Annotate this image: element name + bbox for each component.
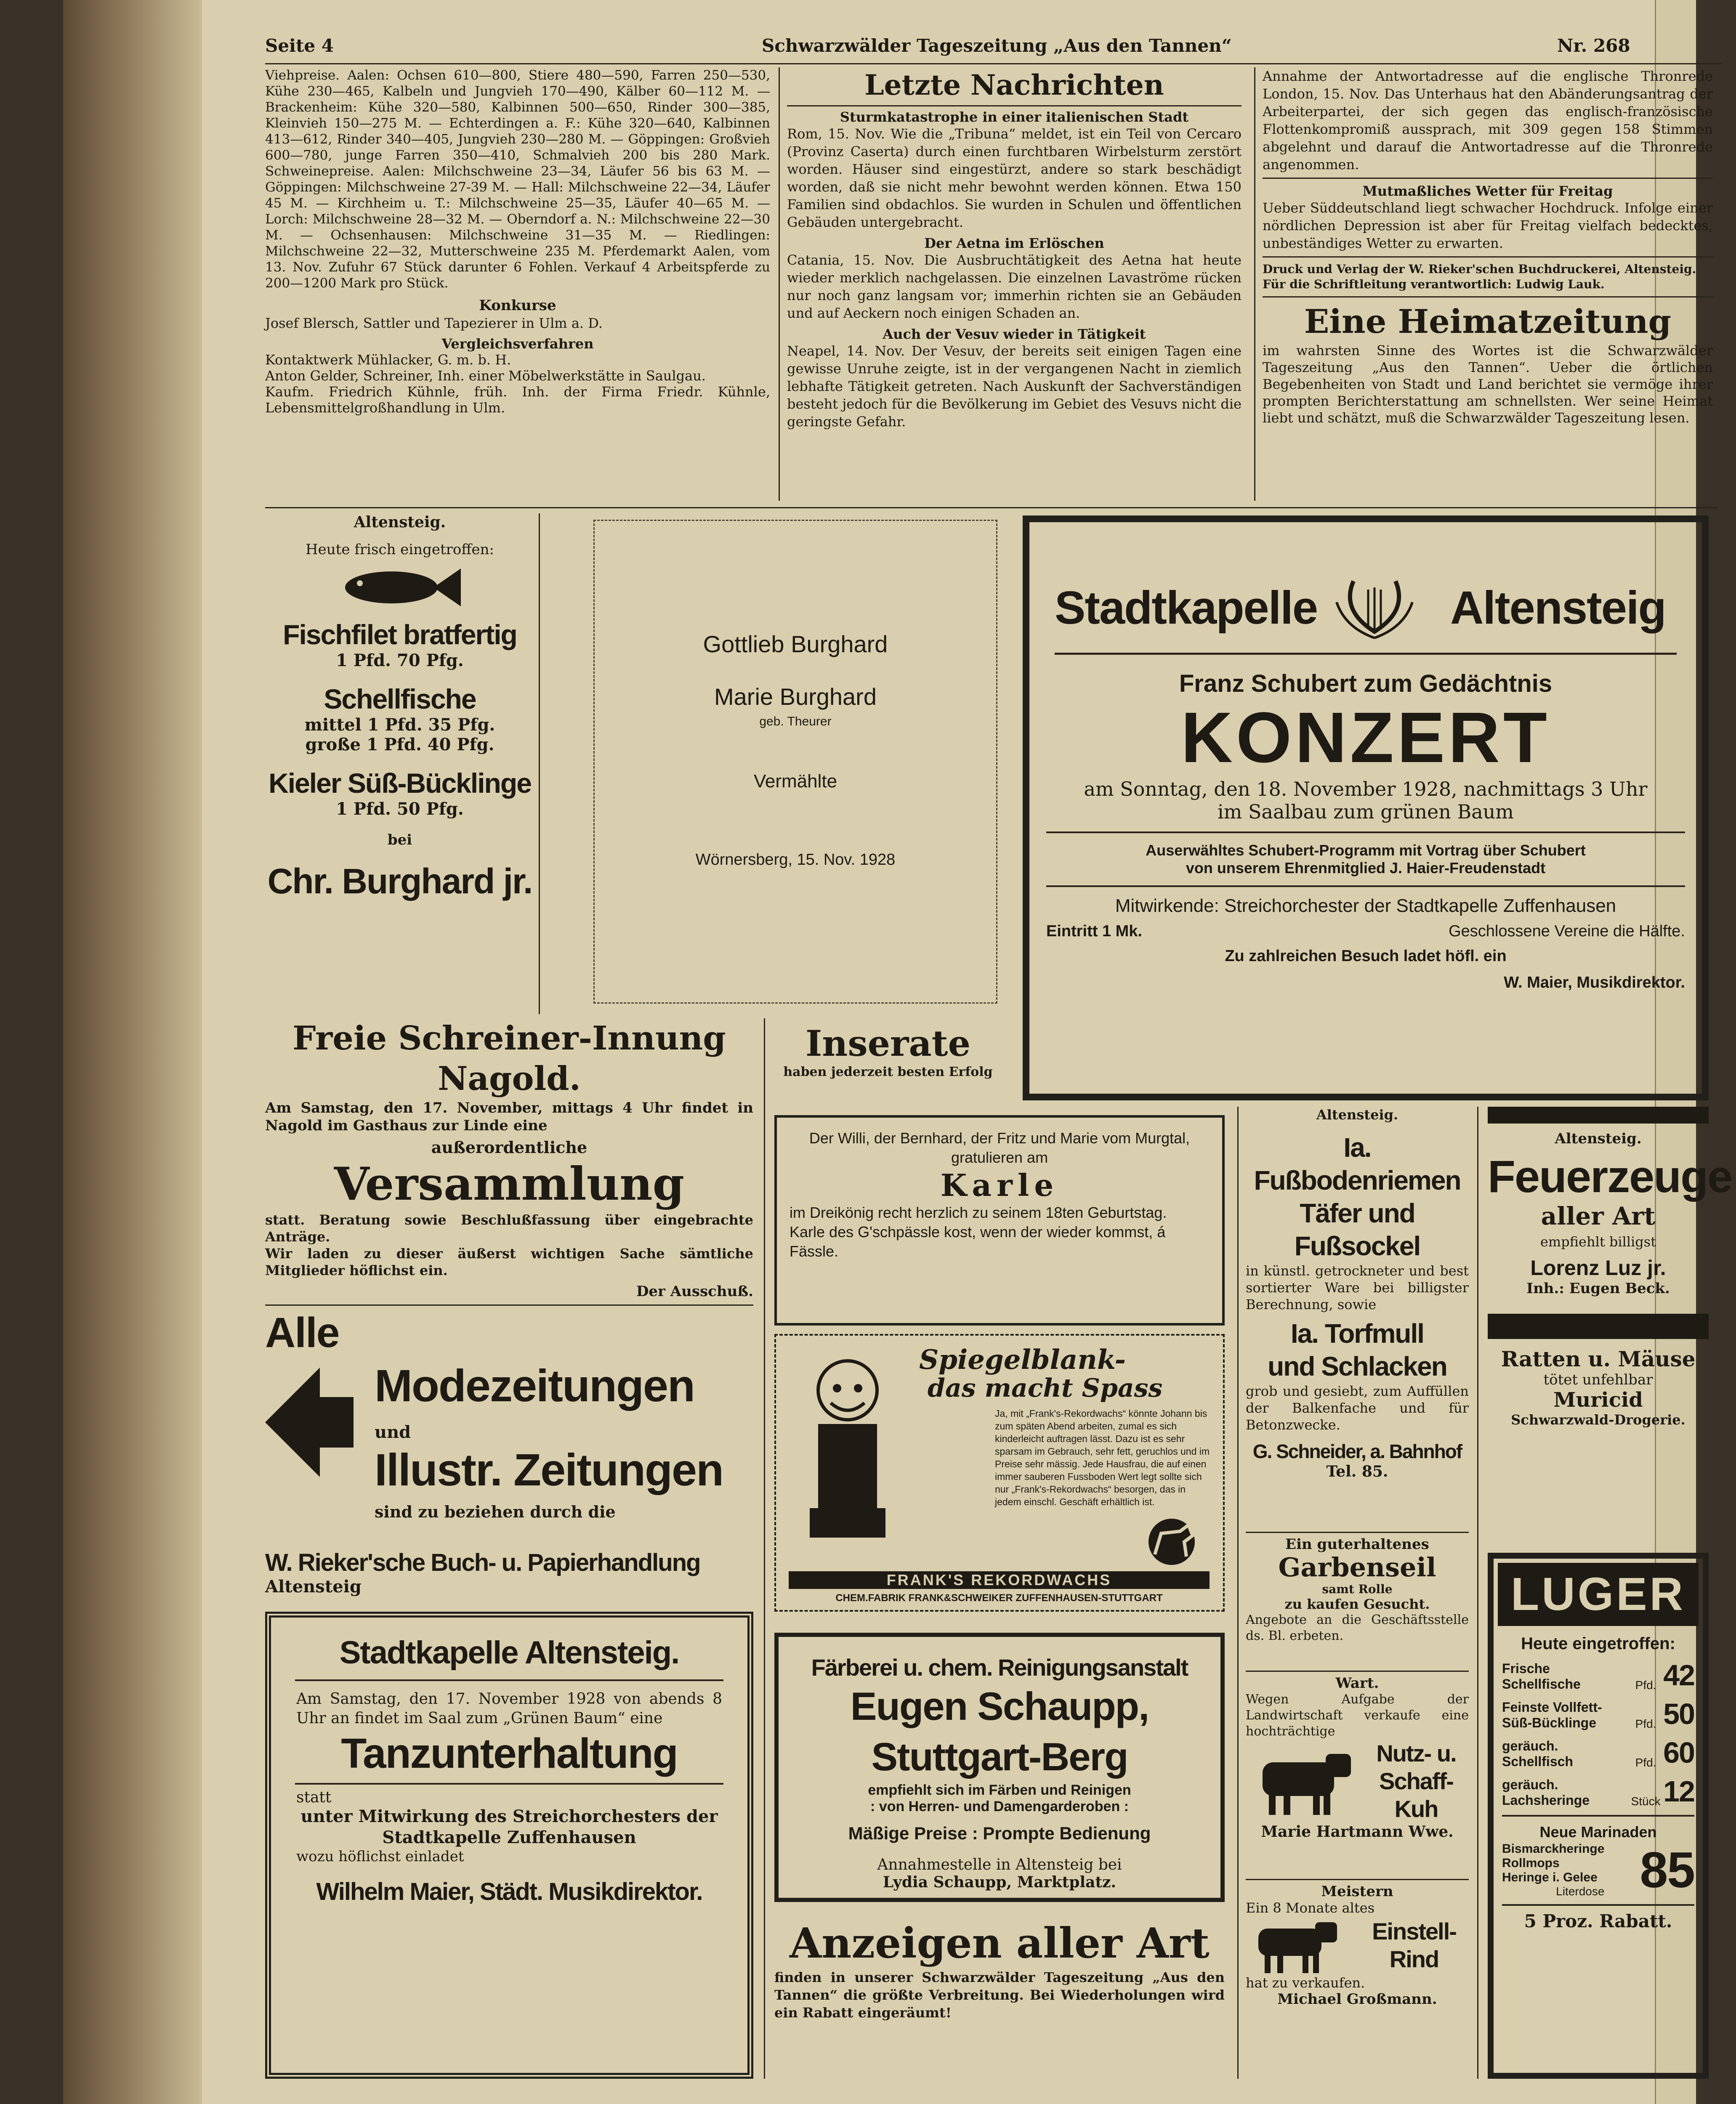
news-title-rule	[787, 105, 1242, 106]
boards-title-4: und Schlacken	[1268, 1351, 1447, 1381]
fish-place: Altensteig.	[354, 513, 446, 531]
inserate-title: Inserate	[805, 1023, 971, 1064]
karle-line-1: Der Willi, der Bernhard, der Fritz und Marie vom Murgtal, gratulieren am	[809, 1129, 1190, 1166]
dyer-title: Färberei u. chem. Reinigungsanstalt	[811, 1654, 1188, 1681]
mode-line: sind zu beziehen durch die	[375, 1502, 616, 1521]
heimat-text: im wahrsten Sinne des Wortes ist die Schwarzwälder Tageszeitung „Aus den Tannen“. Ueber die örtlichen Begebenheiten von Stadt und Land berichtet sie vermöge ihrer prompten Berichterstattung am schnellsten. Wer seine Heimat liebt und schätzt, muß die Schwarzwälder Tageszeitung lesen.	[1263, 343, 1713, 426]
concert-left-word: Stadtkapelle	[1055, 582, 1318, 634]
concert-ad	[1023, 515, 1709, 1100]
boards-text-1: in künstl. getrockneter und best sortierter Ware bei billigster Berechnung, sowie	[1246, 1263, 1469, 1312]
concert-rule	[1055, 653, 1677, 655]
dance-ad	[265, 1612, 753, 2079]
fish-merchant: Chr. Burghard jr.	[267, 861, 532, 901]
luger-rule	[1502, 1815, 1694, 1817]
section-rule	[1246, 1532, 1469, 1533]
dyer-line-5: Lydia Schaupp, Marktplatz.	[883, 1873, 1117, 1891]
fish-intro: Heute frisch eingetroffen:	[306, 541, 494, 558]
imprint-publisher: Druck und Verlag der W. Rieker'schen Buchdruckerei, Altensteig.	[1263, 262, 1696, 276]
luger-marinade-2: Rollmops	[1502, 1856, 1560, 1870]
dance-rule	[295, 1679, 724, 1681]
schreiner-line-3: statt. Beratung sowie Beschlußfassung über eingebrachte Anträge.	[265, 1212, 753, 1245]
luger-row-4	[1502, 1775, 1694, 1808]
book-binding	[63, 0, 202, 2104]
schreiner-signed: Der Ausschuß.	[636, 1283, 753, 1300]
fish-price-2a: mittel 1 Pfd. 35 Pfg.	[304, 715, 495, 735]
vergleich-1: Kontaktwerk Mühlacker, G. m. b. H.	[265, 352, 511, 368]
karle-name: Karle	[940, 1167, 1059, 1203]
schreiner-ad	[265, 1018, 753, 1300]
politics-column	[1263, 67, 1713, 426]
rind-seller: Michael Großmann.	[1277, 1991, 1437, 2008]
luger-unit-3: Pfd.	[1635, 1756, 1656, 1769]
concert-body	[1046, 669, 1685, 992]
dance-signed: Wilhelm Maier, Städt. Musikdirektor.	[316, 1878, 702, 1905]
luger-row-3	[1502, 1736, 1694, 1769]
column-divider	[1263, 256, 1713, 258]
concert-director: W. Maier, Musikdirektor.	[1504, 974, 1685, 991]
dyer-name: Eugen Schaupp, Stuttgart-Berg	[850, 1684, 1149, 1779]
mode-und: und	[375, 1422, 411, 1442]
dance-line-3: unter Mitwirkung des Streichorchesters der Stadtkapelle Zuffenhausen	[300, 1806, 718, 1847]
concert-subtitle: Franz Schubert zum Gedächtnis	[1179, 670, 1553, 697]
luger-row-2	[1502, 1697, 1694, 1731]
mice-shop: Schwarzwald-Drogerie.	[1511, 1412, 1685, 1428]
concert-entry-row	[1046, 922, 1685, 940]
page-number: Seite 4	[265, 35, 334, 56]
fish-item-1: Fischfilet bratfertig	[283, 619, 517, 650]
boards-title-3: Ia. Torfmull	[1290, 1318, 1424, 1349]
concert-program-2: von unserem Ehrenmitglied J. Haier-Freudenstadt	[1186, 859, 1546, 877]
fish-price-2b: große 1 Pfd. 40 Pfg.	[305, 735, 494, 754]
market-column	[265, 67, 770, 416]
mice-banner	[1488, 1314, 1709, 1339]
dyer-line-4: Annahmestelle in Altensteig bei	[877, 1856, 1122, 1873]
masthead-title: Schwarzwälder Tageszeitung „Aus den Tannen“	[762, 35, 1232, 56]
dance-title: Stadtkapelle Altensteig.	[339, 1635, 679, 1671]
lighters-ad	[1488, 1107, 1732, 1428]
wax-headline-1: Spiegelblank-	[919, 1344, 1126, 1376]
mode-shop-block	[265, 1549, 753, 1597]
section-rule	[265, 507, 1717, 508]
luger-price-3: 60	[1663, 1736, 1694, 1769]
garbenseil-line-3: Angebote an die Geschäftsstelle ds. Bl. erbeten.	[1246, 1613, 1469, 1643]
dyer-ad	[774, 1633, 1225, 1902]
weather-text: Ueber Süddeutschland liegt schwacher Hochdruck. Infolge einer nördlichen Depression ist aber für Freitag vielfach bedecktes, unbeständiges Wetter zu erwarten.	[1263, 200, 1713, 251]
concert-right-word: Altensteig	[1450, 582, 1666, 634]
section-rule	[1246, 1879, 1469, 1880]
fish-icon	[337, 562, 463, 613]
boards-ad	[1246, 1107, 1469, 1480]
dance-line-4: wozu höflichst einladet	[296, 1848, 464, 1865]
luger-row-1	[1502, 1658, 1694, 1692]
news-heading-2: Der Aetna im Erlöschen	[924, 235, 1104, 251]
anzeigen-title: Anzeigen aller Art	[790, 1919, 1210, 1968]
fish-ad	[265, 513, 534, 1014]
luger-ad	[1488, 1553, 1709, 2079]
column-rule	[539, 513, 540, 1014]
concert-title: KONZERT	[1181, 698, 1550, 778]
boards-place: Altensteig.	[1316, 1107, 1398, 1123]
rind-line: Ein 8 Monate altes	[1246, 1900, 1375, 1916]
karle-line-2: im Dreikönig recht herzlich zu seinem 18ten Geburtstag.	[790, 1204, 1167, 1221]
header-rule	[265, 63, 1721, 64]
luger-item-1: Frische Schellfische	[1502, 1661, 1581, 1692]
concert-date: am Sonntag, den 18. November 1928, nachmittags 3 Uhr	[1084, 778, 1648, 800]
garbenseil-title: Garbenseil	[1278, 1552, 1436, 1583]
mice-product: Muricid	[1553, 1388, 1643, 1412]
dance-rule	[295, 1783, 724, 1785]
wedding-status: Vermählte	[753, 771, 837, 792]
lighters-line: empfiehlt billigst	[1540, 1234, 1656, 1250]
rind-title: Einstell-Rind	[1372, 1918, 1456, 1972]
cow-icon	[1246, 1745, 1355, 1817]
newspaper-page	[63, 0, 1732, 2104]
luger-unit-4: Stück	[1631, 1795, 1661, 1808]
column-divider	[1263, 296, 1713, 298]
news-text-2: Catania, 15. Nov. Die Ausbruchtätigkeit des Aetna hat heute wieder merklich nachgelassen. Die einzelnen Lavaströme rücken nur noch ganz langsam vor; immerhin richten sie an Gebäuden und auf Aeckern noch einigen Schaden an.	[787, 252, 1242, 321]
luger-intro: Heute eingetroffen:	[1521, 1634, 1675, 1653]
luger-list	[1502, 1634, 1694, 1931]
mode-place: Altensteig	[265, 1577, 362, 1597]
concert-performers: Mitwirkende: Streichorchester der Stadtkapelle Zuffenhausen	[1115, 895, 1616, 916]
vergleich-3: Kaufm. Friedrich Kühnle, früh. Inh. der Firma Friedr. Kühnle, Lebensmittelgroßhandlung in Ulm.	[265, 384, 770, 416]
concert-clubs: Geschlossene Vereine die Hälfte.	[1449, 922, 1685, 940]
karle-ad	[774, 1115, 1225, 1326]
garbenseil-ad	[1246, 1536, 1469, 1644]
mice-line: tötet unfehlbar	[1543, 1371, 1653, 1388]
weather-heading: Mutmaßliches Wetter für Freitag	[1362, 183, 1613, 199]
arrow-left-icon	[265, 1359, 358, 1485]
wax-maker: CHEM.FABRIK FRANK&SCHWEIKER ZUFFENHAUSEN-STUTTGART	[835, 1592, 1163, 1604]
lyre-icon	[1328, 564, 1421, 640]
fish-price-1: 1 Pfd. 70 Pfg.	[336, 651, 464, 670]
boards-title-1: Ia. Fußbodenriemen	[1254, 1132, 1461, 1195]
schreiner-big: Versammlung	[334, 1158, 685, 1211]
news-heading-1: Sturmkatastrophe in einer italienischen Stadt	[840, 109, 1189, 125]
cow-title: Nutz- u. Schaff-Kuh	[1376, 1740, 1456, 1822]
boards-tel: Tel. 85.	[1326, 1463, 1388, 1480]
mode-title-2: Illustr. Zeitungen	[375, 1444, 723, 1495]
boards-title-2: Täfer und Fußsockel	[1294, 1198, 1420, 1261]
lighters-banner	[1488, 1107, 1709, 1124]
issue-number: Nr. 268	[1557, 35, 1630, 56]
schreiner-line-2: außerordentliche	[431, 1138, 588, 1157]
concert-venue: im Saalbau zum grünen Baum	[1218, 800, 1514, 823]
dyer-line-2: : von Herren- und Damengarderoben :	[870, 1798, 1129, 1814]
luger-marinade-3: Heringe i. Gelee	[1502, 1870, 1598, 1884]
dance-line-1: Am Samstag, den 17. November 1928 von abends 8 Uhr an findet im Saal zum „Grünen Baum“ eine	[296, 1690, 722, 1727]
lighters-place: Altensteig.	[1555, 1130, 1642, 1147]
garbenseil-line-2: zu kaufen Gesucht.	[1284, 1596, 1430, 1612]
luger-price-5: 85	[1640, 1842, 1694, 1898]
anzeigen-text: finden in unserer Schwarzwälder Tageszeitung „Aus den Tannen“ die größte Verbreitung. Bei Wiederholungen wird ein Rabatt eingeräumt!	[774, 1969, 1225, 2021]
fish-bei: bei	[387, 832, 412, 848]
luger-logo	[1498, 1563, 1699, 1626]
concert-rule	[1046, 832, 1685, 833]
luger-unit-5: Literdose	[1556, 1885, 1605, 1898]
luger-price-1: 42	[1663, 1659, 1694, 1692]
column-rule	[1254, 67, 1255, 501]
wax-headline-2: das macht Spass	[928, 1373, 1163, 1403]
wax-text: Ja, mit „Frank's-Rekordwachs“ könnte Johann bis zum späten Abend arbeiten, zumal es sich kinderleicht auftragen lässt. Dazu ist es sehr sparsam im Gebrauch, sehr fett, geruchlos und im Preise sehr mässig. Jede Hausfrau, die auf einen immer sauberen Fussboden Wert legt sollte sich nur „Frank's-Rekordwachs“ besorgen, das in jedem einschl. Geschäft erhältlich ist.	[995, 1408, 1210, 1507]
column-divider	[1263, 178, 1713, 179]
luger-marinades	[1502, 1841, 1694, 1899]
luger-price-4: 12	[1663, 1775, 1694, 1808]
anzeigen-ad	[774, 1919, 1225, 2022]
wedding-place-date: Wörnersberg, 15. Nov. 1928	[695, 851, 896, 869]
luger-title: LUGER	[1511, 1568, 1685, 1620]
dance-big: Tanzunterhaltung	[341, 1730, 678, 1777]
garbenseil-line-1: Ein guterhaltenes	[1285, 1536, 1429, 1553]
mice-title: Ratten u. Mäuse	[1501, 1347, 1696, 1371]
luger-rabatt: 5 Proz. Rabatt.	[1524, 1911, 1672, 1931]
luger-unit-2: Pfd.	[1635, 1717, 1656, 1730]
lighters-title: Feuerzeuge	[1488, 1151, 1732, 1202]
konkurse-heading: Konkurse	[479, 297, 556, 314]
cow-ad	[1246, 1675, 1469, 1841]
boards-text-2: grob und gesiebt, zum Auffüllen der Balkenfache und für Betonzwecke.	[1246, 1383, 1469, 1433]
cow-place: Wart.	[1335, 1675, 1379, 1692]
news-title: Letzte Nachrichten	[864, 69, 1164, 101]
inserate-sub: haben jederzeit besten Erfolg	[783, 1065, 993, 1079]
luger-marinade-1: Bismarckheringe	[1502, 1842, 1605, 1856]
rind-place: Meistern	[1321, 1883, 1393, 1900]
fish-item-3: Kieler Süß-Bücklinge	[269, 768, 531, 799]
heimat-title: Eine Heimatzeitung	[1304, 303, 1672, 341]
lighters-owner: Inh.: Eugen Beck.	[1526, 1280, 1670, 1297]
schreiner-line-4: Wir laden zu dieser äußerst wichtigen Sache sämtliche Mitglieder höflichst ein.	[265, 1246, 753, 1278]
luger-rule	[1502, 1904, 1694, 1906]
luger-price-2: 50	[1663, 1698, 1694, 1730]
lighters-merchant: Lorenz Luz jr.	[1530, 1256, 1666, 1280]
schreiner-title: Freie Schreiner-Innung Nagold.	[292, 1019, 726, 1098]
news-column	[787, 67, 1242, 430]
mode-shop: W. Rieker'sche Buch- u. Papierhandlung	[265, 1549, 700, 1576]
wax-brand-bar	[789, 1571, 1210, 1589]
wedding-name-1: Gottlieb Burghard	[703, 631, 888, 657]
mode-title: Modezeitungen	[375, 1360, 694, 1411]
imprint-editor: Für die Schriftleitung verantwortlich: Ludwig Lauk.	[1263, 277, 1605, 291]
concert-invite: Zu zahlreichen Besuch ladet höfl. ein	[1225, 947, 1507, 965]
luger-unit-1: Pfd.	[1635, 1679, 1656, 1692]
cow-row	[1246, 1740, 1469, 1823]
wedding-name-2: Marie Burghard	[714, 683, 877, 710]
market-report: Viehpreise. Aalen: Ochsen 610—800, Stiere 480—590, Farren 250—530, Kühe 230—465, Kalbeln und Jungvieh 170—490, Kälber 60—112 M. — Brackenheim: Kühe 320—580, Kalbinnen 500—650, Rinder 300—385, Kleinvieh 150—275 M. — Echterdingen a. F.: Kühe 320—640, Kalbinnen 413—612, Rinder 340—405, Jungvieh 230—280 M. — Göppingen: Großvieh 600—780, junge Farren 350—410, Schmalvieh 200 bis 280 Mark. Schweinepreise. Aalen: Milchschweine 23—34, Läufer 56 bis 63 M. — Göppingen: Milchschweine 27-39 M. — Hall: Milchschweine 22—34, Läufer 45 M. — Kirchheim u. T.: Milchschweine 25—35, Läufer 40—65 M. — Lorch: Milchschweine 28—32 M. — Oberndorf a. N.: Milchschweine 22—30 M. — Ochsenhausen: Milchschweine 31—35 M. — Riedlingen: Milchschweine 22—32, Mutterschweine 235 M. Pferdemarkt Aalen, vom 13. Nov. Zufuhr 67 Stück darunter 6 Fohlen. Verkauf 4 Arbeitspferde zu 200—1200 Mark pro Stück.	[265, 68, 770, 291]
section-rule	[1246, 1671, 1469, 1672]
cow-line: Wegen Aufgabe der Landwirtschaft verkaufe eine hochträchtige	[1246, 1692, 1469, 1739]
rind-line-2: hat zu verkaufen.	[1246, 1975, 1365, 1991]
thronrede-text: Annahme der Antwortadresse auf die englische Thronrede London, 15. Nov. Das Unterhaus hat den Abänderungsantrag der Arbeiterpartei, der sich gegen das englisch-französische Flottenkompromiß aussprach, mit 309 gegen 158 Stimmen abgelehnt und darauf die Antwortadresse auf die Thronrede angenommen.	[1263, 68, 1713, 173]
schreiner-line-1: Am Samstag, den 17. November, mittags 4 Uhr findet in Nagold im Gasthaus zur Linde eine	[265, 1100, 753, 1134]
column-rule	[779, 67, 780, 501]
luger-marinade-list	[1502, 1842, 1604, 1898]
concert-header	[1055, 564, 1677, 640]
news-text-1: Rom, 15. Nov. Wie die „Tribuna“ meldet, ist ein Teil von Cercaro (Provinz Caserta) durch einen furchtbaren Wirbelsturm zerstört worden. Häuser sind eingestürzt, andere so stark beschädigt worden, daß sie nicht mehr bewohnt werden können. Etwa 150 Familien sind obdachlos. Sie wurden in Schulen und öffentlichen Gebäuden untergebracht.	[787, 126, 1242, 230]
concert-entry: Eintritt 1 Mk.	[1046, 922, 1143, 940]
cow-seller: Marie Hartmann Wwe.	[1261, 1823, 1454, 1841]
konkurse-text: Josef Blersch, Sattler und Tapezierer in Ulm a. D.	[265, 315, 603, 331]
luger-item-4: geräuch. Lachsheringe	[1502, 1777, 1590, 1808]
calf-icon	[1246, 1916, 1343, 1975]
dyer-line-1: empfiehlt sich im Färben und Reinigen	[868, 1782, 1131, 1798]
luger-item-3: geräuch. Schellfisch	[1502, 1738, 1573, 1769]
column-rule	[1477, 1107, 1478, 2079]
vergleich-2: Anton Gelder, Schreiner, Inh. einer Möbelwerkstätte in Saulgau.	[265, 368, 706, 384]
modezeitungen-ad	[265, 1309, 753, 1540]
fish-price-3: 1 Pfd. 50 Pfg.	[336, 799, 464, 819]
column-rule	[1237, 1107, 1239, 2079]
wax-brand: FRANK'S REKORDWACHS	[886, 1571, 1112, 1589]
column-rule	[764, 1018, 765, 2079]
wedding-maiden-name: geb. Theurer	[759, 715, 832, 728]
news-heading-3: Auch der Vesuv wieder in Tätigkeit	[883, 326, 1146, 342]
horse-logo-icon	[1130, 1517, 1214, 1567]
lighters-sub: aller Art	[1541, 1202, 1656, 1230]
concert-rule	[1046, 885, 1685, 887]
luger-item-2: Feinste Vollfett-Süß-Bücklinge	[1502, 1700, 1602, 1730]
inserate-ad	[774, 1023, 1002, 1079]
wax-ad	[774, 1334, 1225, 1612]
boards-merchant: G. Schneider, a. Bahnhof	[1252, 1440, 1462, 1462]
mode-alle: Alle	[265, 1309, 339, 1356]
section-rule	[265, 1304, 753, 1306]
concert-program-1: Auserwähltes Schubert-Programm mit Vortrag über Schubert	[1146, 842, 1586, 859]
karle-line-3: Karle des G'schpässle kost, wenn der wieder kommst, á Fässle.	[790, 1223, 1166, 1260]
rind-ad	[1246, 1883, 1469, 2008]
dance-line-2: statt	[296, 1789, 332, 1806]
garbenseil-aside: samt Rolle	[1322, 1582, 1393, 1596]
vergleich-heading: Vergleichsverfahren	[441, 336, 594, 352]
rind-row	[1246, 1916, 1469, 1975]
fish-item-2: Schellfische	[324, 683, 476, 715]
dyer-line-3: Mäßige Preise : Prompte Bedienung	[848, 1823, 1151, 1843]
news-text-3: Neapel, 14. Nov. Der Vesuv, der bereits seit einigen Tagen eine gewisse Unruhe zeigte, ist in der vergangenen Nacht in ziemlich lebhafte Tätigkeit getreten. Nach Auskunft der Sachverständigen besteht jedoch für die Bevölkerung im Gebiet des Vesuvs nicht die geringste Gefahr.	[787, 343, 1242, 430]
butler-illustration	[784, 1348, 915, 1559]
wedding-announcement	[593, 520, 997, 1004]
luger-heading-2: Neue Marinaden	[1539, 1823, 1657, 1841]
